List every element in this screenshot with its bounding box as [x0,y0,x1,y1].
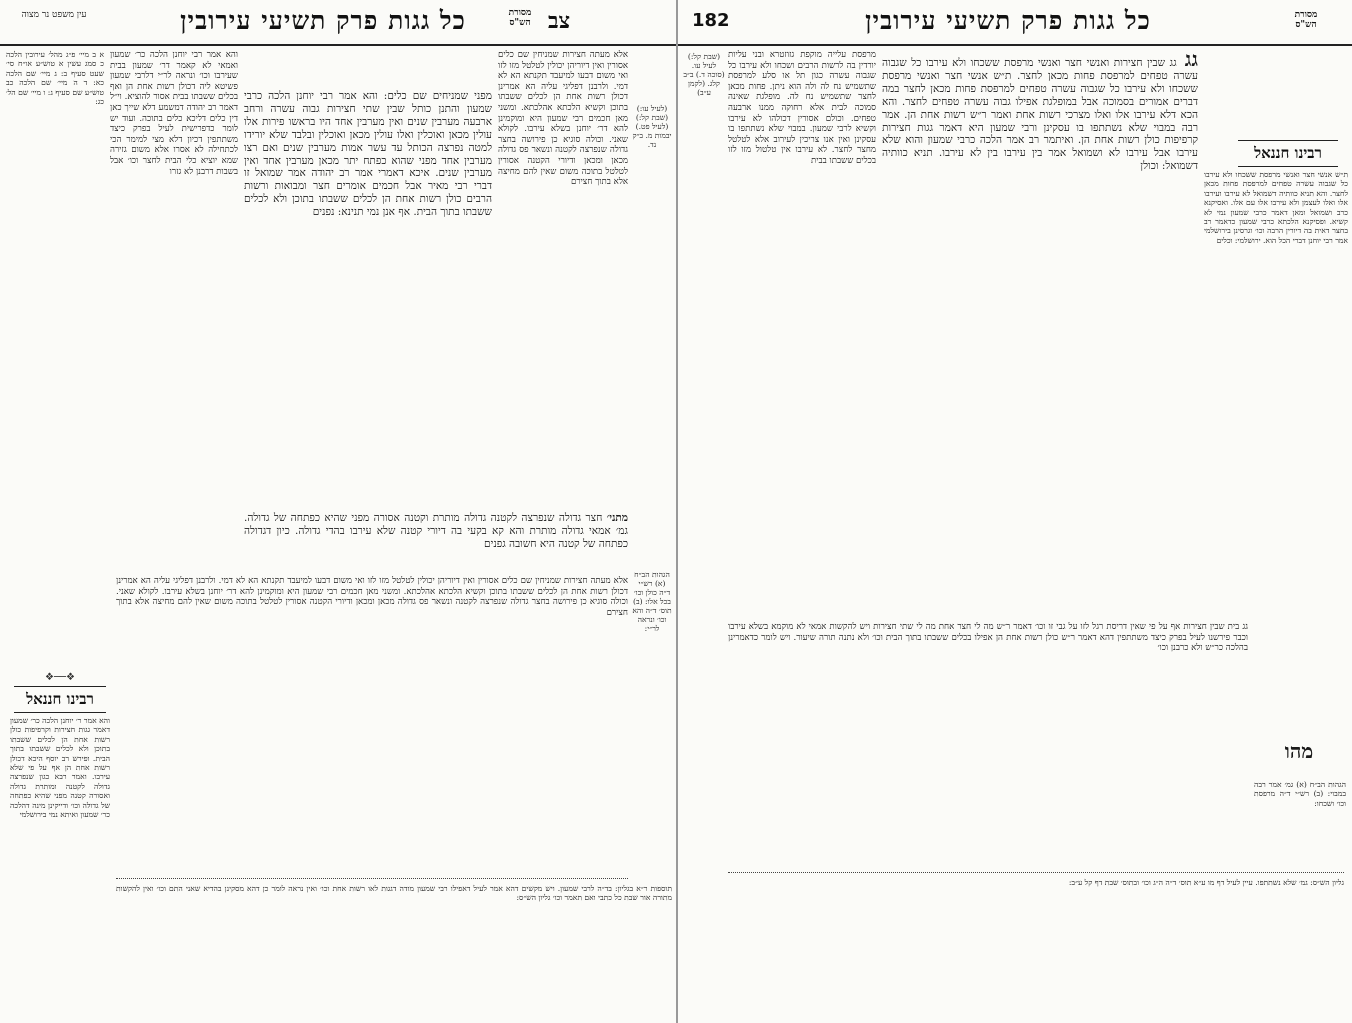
running-title: כל גגות פרק תשיעי עירובין [180,6,466,35]
mishnah-marker: מהו [1284,742,1314,763]
rashi-column: מרפסת עלייה מוקפת גזוזטרא ובני עליות יורדין בה לרשות הרבים ושכחו ולא עירבו כל שגבוה עשרה כגון תל או סלע למרפסת שתשמיש נח לה ולה הוא ניתן. פחות מכאן לחצר שתשמיש נח לה. מופלגת שאינה סמוכה לבית אלא רחוקה ממנו ארבעה טפחים. וכולם אסורין דכולהו לא עירבו וקשיא לרבי שמעון. במבוי שלא נשתתפו בו עסקינן ואין אנו צריכין לעירוב אלא לטלטל מחצר לחצר. לא עירבו אין טלטול מזו לזו בכלים ששבתו בבית [728,50,876,166]
right-page [678,0,1352,1023]
commentary-continuation: אלא מעתה חצירות שמניחין שם כלים אסורין ואין דיוריהן יכולין לטלטל מזו לזו ואי משום דבעו למיעבד תקנתא הא לא דמי. ולרבנן דפליגי עליה הא אמרינן דכולן רשות אחת הן לכלים ששבתו בתוכן וקשיא הלכתא אהלכתא. ומשני מאן חכמים רבי שמעון היא ומוקמינן להא דר׳ יוחנן בשלא עירבו. לקולא שאני. וכולה סוגיא כן פירושה בחצר גדולה שנפרצה לקטנה ונשאר פס גדולה מכאן ומכאן ודיורי הקטנה אסורין לטלטל בתוכה משום שאין להם מחיצה אלא בתוך חצירם [116,576,628,618]
header-rule [0,44,676,46]
masoret-margin-notes: (לעיל עו:) (שבת קל:) (לעיל פט.) יבמות מ. ב״ק נד. [632,104,672,149]
footer-rule [728,872,1344,874]
gemara-opening-word: גג [1176,50,1198,71]
footer-rule [116,878,628,880]
left-page-header [0,6,676,44]
rabbeinu-hananel-heading: רבינו חננאל [1238,140,1338,167]
mishnah-text: חצר גדולה שנפרצה לקטנה גדולה מותרת וקטנה אסורה מפני שהיא כפתחה של גדולה. גמ׳ אמאי גדולה מותרת והא קא בקעי בה דיורי קטנה שלא עירבו בהדי גדולה. כיון דגדולה כפתחה של קטנה היא חשובה גפנים [244,512,628,550]
rabbeinu-hananel-heading: רבינו חננאל [14,686,106,713]
mishnah-block [244,512,628,570]
mishnah-label: מתני׳ [606,512,628,524]
hagahot-habach: הגהות הב״ח (א) גמ׳ אמר רבה במבוי: (ב) רש״י ד״ה מרפסת וכו׳ ושכחו: [1254,780,1346,808]
ein-mishpat-column: א ב מיי׳ פ״ג מהל׳ עירובין הלכה כ סמג עשין א טוש״ע או״ח סי׳ שעט סעיף ב: ג מיי׳ שם הלכה כא: ד ה מיי׳ שם הלכה כב טוש״ע שם סעיף ג: ו מיי׳ שם הל׳ כג: [6,50,104,107]
right-page-header [678,6,1352,44]
masoret-margin-notes: (שבת קל:) לעיל עו. (סוכה ד.) ב״ב קלג. (לקמן ע״ב) [683,52,725,97]
folio-number: צב [548,8,571,34]
gemara-column: גג גג שבין חצירות ואנשי חצר ואנשי מרפסת ששכחו ולא עירבו כל שגבוה עשרה טפחים למרפסת פחות מכאן לחצר. ת״ש אנשי חצר ואנשי מרפסת ששכחו ולא עירבו כל שגבוה עשרה טפחים למרפסת פחות מכאן לחצר במה דברים אמורים בסמוכה אבל במופלגת אפילו גבוה עשרה טפחים לחצר. והא הכא דלא עירבו אלו ואלו מצרכי רשות אחת ואמר ר״ש רשות אחת הן. אמר רבה במבוי שלא נשתתפו בו עסקינן ורבי שמעון היא דאמר גגות חצירות קרפיפות כולן רשות אחת הן. ואיתמר רב אמר הלכה כרבי שמעון והוא שלא עירבו אבל עירבו לא ושמואל אמר בין עירבו בין לא עירבו. תניא כוותיה דשמואל: וכולן [882,50,1198,618]
tosafot-column: והא אמר רבי יוחנן הלכה כר׳ שמעון ואמאי לא קאמר דר׳ שמעון בבית שעירבו וכו׳ ונראה לר״י דלרבי שמעון פשיטא ליה דכולן רשות אחת הן ואף בכלים ששבתו בבית אסור להוציא. וי״ל דאמר רב יהודה דמשמע דלא שייך כאן דין כלים דליכא כלים בתוכה. ועוד יש לומר כדפרישית לעיל בפרק כיצד משתתפין דכיון דלא מצי למימר הכי לכתחילה לא אסרו אלא משום גזירה שמא יוציא כלי הבית לחצר וכו׳ אבל בשבות דרבנן לא גזרו [110,50,238,177]
masoret-hashas-label: מסורת הש"ס [508,8,532,28]
footer-notes: גליון הש״ס: גמ׳ שלא נשתתפו. עיין לעיל דף מו ע״א תוס׳ ד״ה ה״ג וכו׳ ובתוס׳ שבת דף קל ע״ב: [1068,878,1344,887]
footer-notes: תוספות ר״א בגליון: בד״ה לרבי שמעון. ויש מקשים דהא אמר לעיל דאפילו רבי שמעון מודה דגגות לאו רשות אחת וכו׳ ואין נראה לומר כן דהא מסקינן בהדיא שאני התם וכו׳ ואין להקשות מתורה אור שבת כל כתבי ואם תאמר וכו׳ גליון הש״ס: [116,884,672,903]
rashi-column: אלא מעתה חצירות שמניחין שם כלים אסורין ואין דיוריהן יכולין לטלטל מזו לזו ואי משום דבעו למיעבד תקנתא הא לא דמי. ולרבנן דפליגי עליה הא אמרינן דכולן רשות אחת הן לכלים ששבתו בתוכן וקשיא הלכתא אהלכתא. ומשני מאן חכמים רבי שמעון היא ומוקמינן להא דר׳ יוחנן בשלא עירבו. לקולא שאני. וכולה סוגיא כן פירושה בחצר גדולה שנפרצה לקטנה ונשאר פס גדולה מכאן ומכאן ודיורי הקטנה אסורין לטלטל בתוכה משום שאין להם מחיצה אלא בתוך חצירם [498,50,628,188]
header-rule [678,44,1352,46]
running-title: כל גגות פרק תשיעי עירובין [865,6,1151,35]
gemara-column: מפני שמניחים שם כלים: והא אמר רבי יוחנן הלכה כרבי שמעון והתנן כותל שבין שתי חצירות גבוה עשרה ורחב ארבעה מערבין שנים ואין מערבין אחד היו בראשו פירות אלו עולין מכאן ואוכלין ואלו עולין מכאן ואוכלין ובלבד שלא יורידו למטה נפרצה הכותל עד עשר אמות מערבין שנים ואם רצו מערבין אחד מפני שהוא כפתח יתר מכאן מערבין אחד ואין מערבין שנים. איכא דאמרי אמר רב יהודה אמר שמואל זו דברי רבי מאיר אבל חכמים אומרים חצר ומבואות ורשות הרבים כולן רשות אחת הן לכלים ששבתו בתוכן ולא לכלים ששבתו בתוך הבית. אף אנן נמי תנינא: נפנים [244,90,492,219]
rabbeinu-hananel-text: ת״ש אנשי חצר ואנשי מרפסת ששכחו ולא עירבו כל שגבוה עשרה טפחים למרפסת פחות מכאן לחצר. והא תניא כוותיה דשמואל לא עירבו ועירבו אלו ואלו לעצמן ולא עירבו אלו עם אלו. ואסיקנא כרב ושמואל ומאן דאמר כרבי שמעון נמי לא קשיא. ופסיקנא הלכתא כרבי שמעון כדאמר רב בחצר דאית בה דיורין הרבה וכו׳ וגרסינן בירושלמי אמר רבי יוחנן דברי הכל הוא. ירושלמי: וכלים [1204,170,1348,245]
ein-mishpat-label: עין משפט נר מצוה [21,10,87,20]
ornament-divider: ❖──❖ [45,672,75,683]
masoret-hashas-label: מסורת הש"ס [1294,10,1318,30]
tosafot-block: גג בית שבין חצירות אף על פי שאין דריסת רגל לזו על גבי זו וכו׳ דאמר ר״ש מה לי חצר אחת מה לי שתי חצירות ויש להקשות אמאי לא מוקמא בשלא עירבו וכבר פירשנו לעיל בפרק כיצד משתתפין דהא דאמר ר״ש כולן רשות אחת הן אפילו בכלים ששבתו בתוך הבית וכו׳ ולא נתנה תורה שיעור. ויש לומר כדאמרינן בהלכה כר״ש ולא כרבנן וכו׳ [728,622,1248,654]
hagahot-habach: הגהות הב״ח (א) רש״י ד״ה כולן וכו׳ בכל אלו: (ב) תוס׳ ד״ה והא וכו׳ ונראה לר״י: [632,570,672,633]
page-number: 182 [692,10,730,31]
rabbeinu-hananel-text: והא אמר ר׳ יוחנן הלכה כר׳ שמעון דאמר גגות חצירות וקרפיפות כולן רשות אחת הן לכלים ששבתו בתוכן ולא לכלים ששבתו בתוך הבית. ופירש רב יוסף היכא דכולן רשות אחת הן אף על פי שלא עירבו. ואמר רבא כגון שנפרצה גדולה לקטנה ומותרת גדולה ואסורה קטנה מפני שהיא כפתחה של גדולה וכו׳ ודייקינן מינה דהלכה כר׳ שמעון ואיתא נמי בירושלמי [10,716,110,820]
